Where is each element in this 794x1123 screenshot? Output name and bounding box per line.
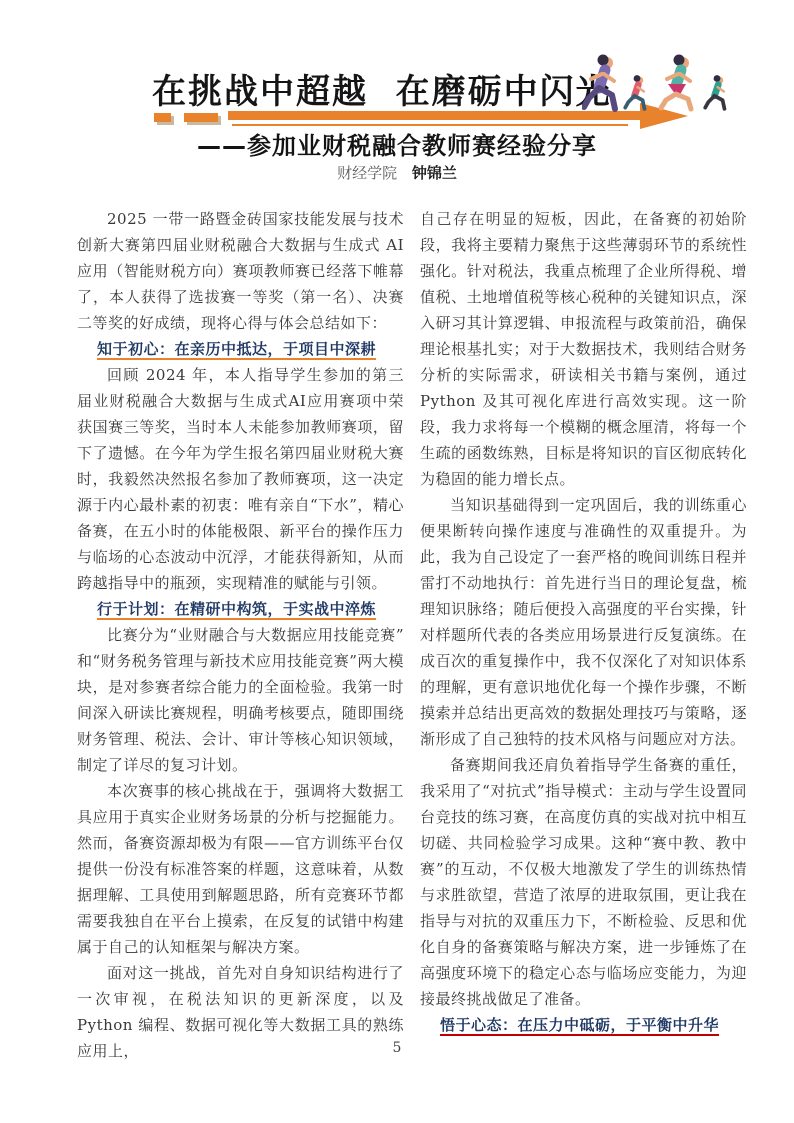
section-heading-1: 知于初心：在亲历中抵达，于项目中深耕 xyxy=(97,340,377,358)
paragraph: 回顾 2024 年，本人指导学生参加的第三届业财税融合大数据与生成式AI应用赛项中荣获国赛三等奖，当时本人未能参加教师赛项，留下了遗憾。在今年为学生报名第四届业财税大赛时，我毅然决然报名参加了教师赛项，这一决定源于内心最朴素的初衷：唯有亲自“下水”，精心备赛，在五小时的体能极限、新平台的操作压力与临场的心态波动中沉浮，才能获得新知，从而跨越指导中的瓶颈，实现精准的赋能与引领。 xyxy=(77,366,404,592)
byline xyxy=(0,162,794,183)
paragraph-intro: 2025 一带一路暨金砖国家技能发展与技术创新大赛第四届业财税融合大数据与生成式 AI 应用（智能财税方向）赛项教师赛已经落下帷幕了，本人获得了选拔赛一等奖（第一名）、决赛二等奖的好成绩，现将心得与体会总结如下： xyxy=(77,210,404,332)
paragraph: 本次赛事的核心挑战在于，强调将大数据工具应用于真实企业财务场景的分析与挖掘能力。然而，备赛资源却极为有限——官方训练平台仅提供一份没有标准答案的样题，这意味着，从数据理解、工具使用到解题思路，所有竞赛环节都需要我独自在平台上摸索，在反复的试错中构建属于自己的认知框架与解决方案。 xyxy=(77,782,404,956)
running-figures-icon xyxy=(582,54,742,118)
right-column xyxy=(420,206,747,1064)
section-heading-2: 行于计划：在精研中构筑，于实战中淬炼 xyxy=(97,600,377,618)
accent-box-wide xyxy=(184,113,218,122)
paragraph: 面对这一挑战，首先对自身知识结构进行了一次审视，在税法知识的更新深度，以及 Python 编程、数据可视化等大数据工具的熟练应用上， xyxy=(77,964,404,1060)
paragraph: 当知识基础得到一定巩固后，我的训练重心便果断转向操作速度与准确性的双重提升。为此，我为自己设定了一套严格的晚间训练日程并雷打不动地执行：首先进行当日的理论复盘，梳理知识脉络；随后便投入高强度的平台实操，针对样题所代表的各类应用场景进行反复演练。在成百次的重复操作中，我不仅深化了对知识体系的理解，更有意识地优化每一个操作步骤，不断摸索并总结出更高效的数据处理技巧与策略，逐渐形成了自己独特的技术风格与问题应对方法。 xyxy=(420,496,747,748)
accent-box-small xyxy=(154,113,171,122)
left-column xyxy=(77,206,404,1064)
paragraph-continued: 自己存在明显的短板，因此，在备赛的初始阶段，我将主要精力聚焦于这些薄弱环节的系统性强化。针对税法，我重点梳理了企业所得税、增值税、土地增值税等核心税种的关键知识点，深入研习其计算逻辑、申报流程与政策前沿，确保理论根基扎实；对于大数据技术，我则结合财务分析的实际需求，研读相关书籍与案例，通过 Python 及其可视化库进行高效实现。这一阶段，我力求将每一个模糊的概念厘清，将每一个生疏的函数练熟，目标是将知识的盲区彻底转化为稳固的能力增长点。 xyxy=(420,210,747,488)
page-number: 5 xyxy=(392,1040,402,1056)
byline-department: 财经学院 xyxy=(337,164,398,182)
body-columns xyxy=(77,206,747,1064)
paragraph: 比赛分为“业财融合与大数据应用技能竞赛”和“财务税务管理与新技术应用技能竞赛”两大模块，是对参赛者综合能力的全面检验。我第一时间深入研读比赛规程，明确考核要点，随即围绕财务管理、税法、会计、审计等核心知识领域，制定了详尽的复习计划。 xyxy=(77,626,404,774)
accent-bar xyxy=(228,111,640,120)
section-heading-3: 悟于心态：在压力中砥砺，于平衡中升华 xyxy=(440,1016,720,1034)
page-subtitle: ——参加业财税融合教师赛经验分享 xyxy=(197,132,597,160)
byline-author: 钟锦兰 xyxy=(411,164,457,182)
page-title: 在挑战中超越 在磨砺中闪光 xyxy=(152,72,612,112)
paragraph: 备赛期间我还肩负着指导学生备赛的重任，我采用了“对抗式”指导模式：主动与学生设置同台竞技的练习赛，在高度仿真的实战对抗中相互切磋、共同检验学习成果。这种“赛中教、教中赛”的互动，不仅极大地激发了学生的训练热情与求胜欲望，营造了浓厚的进取氛围，更让我在指导与对抗的双重压力下，不断检验、反思和优化自身的备赛策略与解决方案，进一步锤炼了在高强度环境下的稳定心态与临场应变能力，为迎接最终挑战做足了准备。 xyxy=(420,756,747,1008)
